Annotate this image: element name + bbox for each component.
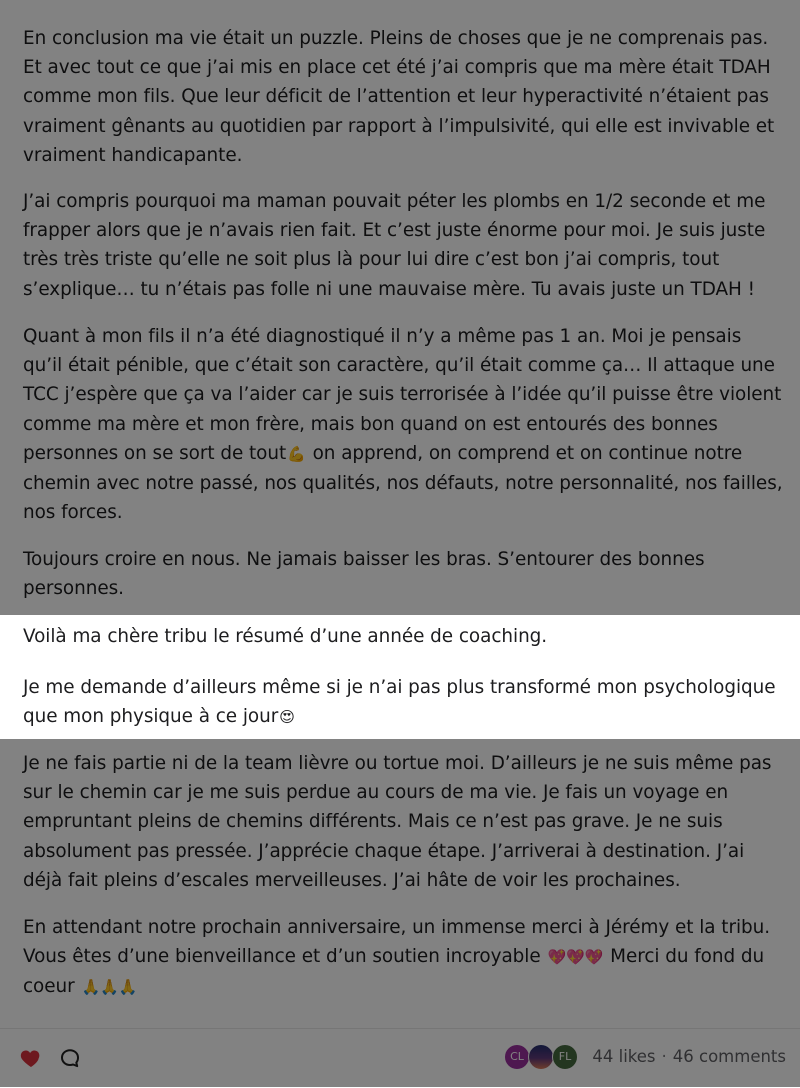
avatar: FL <box>552 1044 578 1070</box>
heart-eyes-icon: 😍 <box>279 708 295 727</box>
post-footer <box>0 1028 800 1088</box>
post-paragraph-5: Voilà ma chère tribu le résumé d’une année de coaching. <box>23 626 548 647</box>
post-paragraph-3 <box>23 322 783 527</box>
post-paragraph-3-text-before: Quant à mon fils il n’a été diagnostiqué il n’y a même pas 1 an. Moi je pensais qu’il était pénible, que c’était son caractère, qu’il était comme ça… Il attaque une TCC j’espère que ça va l’aider car je suis terrorisée à l’idée qu’il puisse être violent comme ma mère et mon frère, mais bon quand on est entourés des bonnes personnes on se sort de tout <box>23 326 782 464</box>
heart-icon[interactable] <box>19 1046 43 1070</box>
post-paragraph-1: En conclusion ma vie était un puzzle. Pleins de choses que je ne comprenais pas. Et avec tout ce que j’ai mis en place cet été j’ai compris que ma mère était TDAH comme mon fils. Que leur déficit de l’attention et leur hyperactivité n’étaient pas vraiment gênants au quotidien par rapport à l’impulsivité, qui elle est invivable et vraiment handicapante. <box>23 28 775 166</box>
comment-icon[interactable] <box>58 1046 82 1070</box>
avatar <box>528 1044 554 1070</box>
post-paragraph-8-text-middle: Merci du fond du coeur <box>23 946 765 998</box>
post-paragraph-2: J’ai compris pourquoi ma maman pouvait péter les plombs en 1/2 seconde et me frapper alors que je n’avais rien fait. Et c’est juste énorme pour moi. Je suis juste très très triste qu’elle ne soit plus là pour lui dire c’est bon j’ai compris, tout s’explique… tu n’étais pas folle ni une mauvaise mère. Tu avais juste un TDAH ! <box>23 191 766 300</box>
post-paragraph-8-text-before: En attendant notre prochain anniversaire, un immense merci à Jérémy et la tribu. Vous êtes d’une bienveillance et d’un soutien incroyable <box>23 917 771 968</box>
flexed-biceps-icon: 💪 <box>287 444 306 463</box>
sparkling-hearts-icon: 💖💖💖 <box>547 948 604 967</box>
folded-hands-icon: 🙏🙏🙏 <box>81 978 138 997</box>
comments-count[interactable]: 46 comments <box>672 1047 786 1066</box>
post-paragraph-6-text: Je me demande d’ailleurs même si je n’ai pas plus transformé mon psychologique que mon physique à ce jour <box>23 677 776 728</box>
post-paragraph-4: Toujours croire en nous. Ne jamais baisser les bras. S’entourer des bonnes personnes. <box>23 549 705 600</box>
post-paragraph-3-text-after: on apprend, on comprend et on continue notre chemin avec notre passé, nos qualités, nos défauts, notre personnalité, nos failles, nos forces. <box>23 442 783 524</box>
liker-avatars[interactable] <box>504 1044 580 1070</box>
engagement-stats <box>592 1045 786 1069</box>
post-paragraph-6 <box>23 673 783 732</box>
post-paragraph-7: Je ne fais partie ni de la team lièvre ou tortue moi. D’ailleurs je ne suis même pas sur le chemin car je me suis perdue au cours de ma vie. Je fais un voyage en empruntant pleins de chemins différents. Mais ce n’est pas grave. Je ne suis absolument pas pressée. J’apprécie chaque étape. J’arriverai à destination. J’ai déjà fait pleins d’escales merveilleuses. J’ai hâte de voir les prochaines. <box>23 753 772 891</box>
likes-count[interactable]: 44 likes <box>592 1047 656 1066</box>
avatar: CL <box>504 1044 530 1070</box>
stats-separator: · <box>661 1047 667 1066</box>
post-paragraph-8 <box>23 913 783 1003</box>
